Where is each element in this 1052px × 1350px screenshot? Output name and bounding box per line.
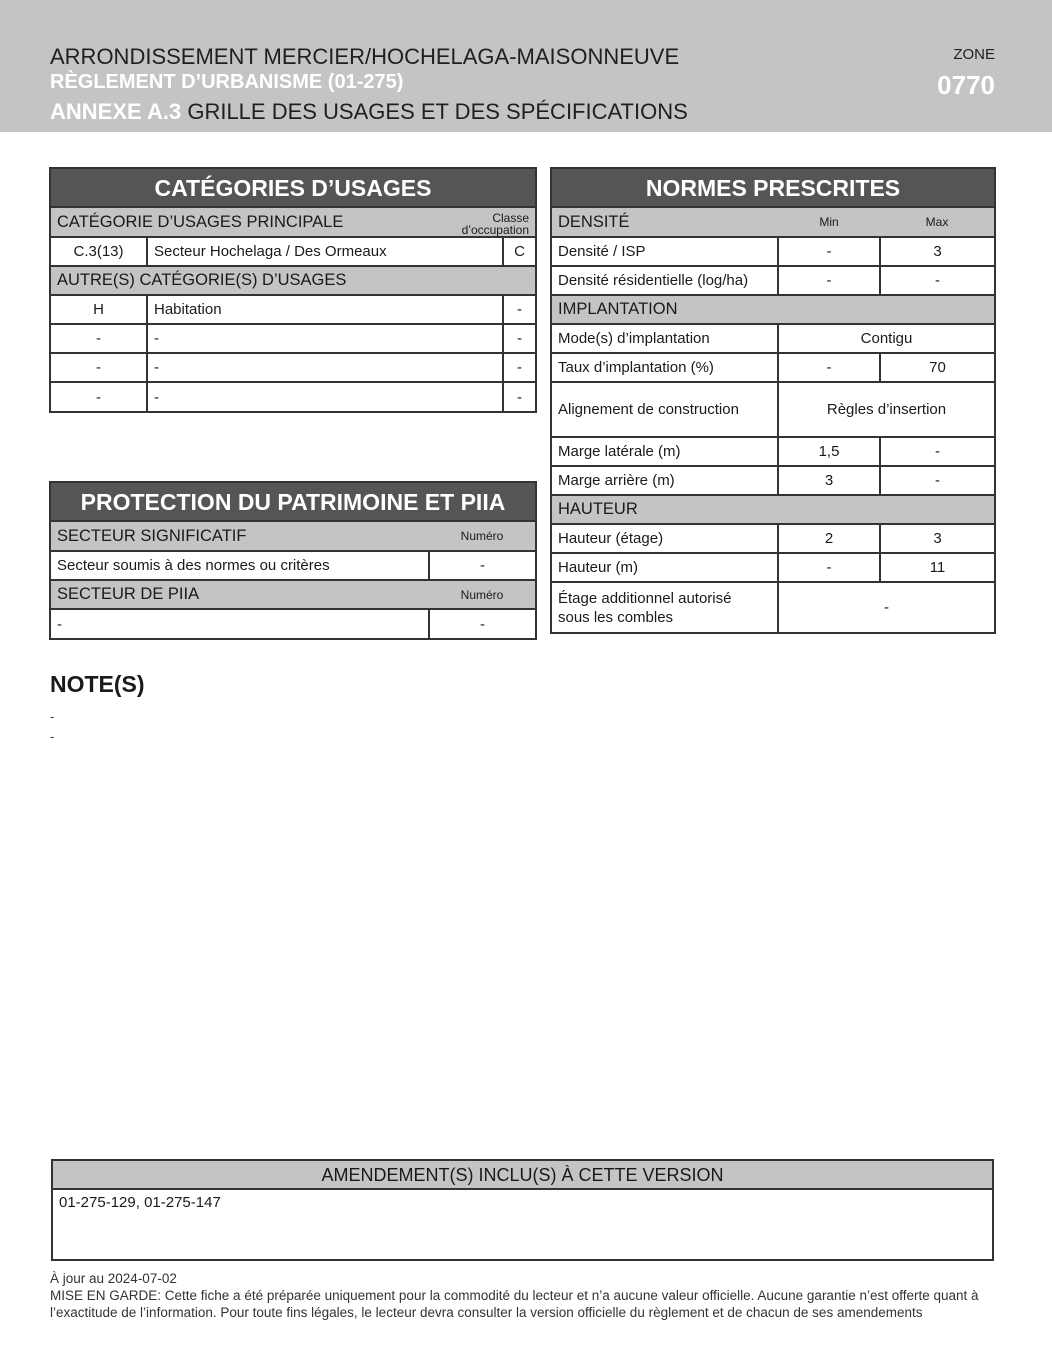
table-row (552, 437, 994, 466)
page-header (0, 0, 1052, 132)
normes-title: NORMES PRESCRITES (552, 169, 994, 208)
hauteur-label: HAUTEUR (552, 495, 994, 524)
autre-code: - (51, 353, 147, 382)
table-row (552, 382, 994, 437)
autres-header-row (51, 266, 535, 295)
norme-label: Hauteur (étage) (552, 524, 778, 553)
page-footer (50, 1270, 1000, 1321)
normes-box (550, 167, 996, 634)
secteur-significatif-label: SECTEUR SIGNIFICATIF (51, 522, 429, 551)
table-row (552, 266, 994, 295)
arrondissement-title: ARRONDISSEMENT MERCIER/HOCHELAGA-MAISONNEUVE (50, 44, 680, 69)
amendements-box (51, 1159, 994, 1261)
norme-max: - (880, 466, 994, 495)
annexe-subtitle: GRILLE DES USAGES ET DES SPÉCIFICATIONS (181, 99, 688, 124)
piia-value: - (51, 609, 429, 638)
piia-numero: - (429, 609, 535, 638)
autre-classe: - (503, 353, 535, 382)
annexe-title (50, 99, 688, 125)
table-row (552, 524, 994, 553)
principale-classe: C (503, 237, 535, 266)
autres-label: AUTRE(S) CATÉGORIE(S) D’USAGES (51, 266, 535, 295)
norme-label (552, 582, 778, 632)
classe-occupation-label: Classe d’occupation (461, 211, 529, 237)
principale-description: Secteur Hochelaga / Des Ormeaux (147, 237, 503, 266)
autre-code: H (51, 295, 147, 324)
table-row (51, 551, 535, 580)
table-row (51, 609, 535, 638)
norme-min: - (778, 353, 880, 382)
secteur-significatif-header (51, 522, 535, 551)
categories-usages-title: CATÉGORIES D’USAGES (51, 169, 535, 208)
patrimoine-box (49, 481, 537, 640)
autre-description: - (147, 382, 503, 411)
norme-max: 11 (880, 553, 994, 582)
norme-label: Alignement de construction (552, 382, 778, 437)
secteur-significatif-numero: - (429, 551, 535, 580)
autre-code: - (51, 324, 147, 353)
table-row (552, 582, 994, 632)
norme-label: Marge latérale (m) (552, 437, 778, 466)
norme-min: 1,5 (778, 437, 880, 466)
min-label: Min (778, 208, 880, 237)
table-row (552, 353, 994, 382)
normes-table (552, 208, 994, 632)
norme-min: 3 (778, 466, 880, 495)
categories-table (51, 208, 535, 411)
table-row (552, 466, 994, 495)
etage-additionnel-line1: Étage additionnel autorisé (558, 589, 732, 607)
patrimoine-title: PROTECTION DU PATRIMOINE ET PIIA (51, 483, 535, 522)
norme-max: 3 (880, 524, 994, 553)
principale-code: C.3(13) (51, 237, 147, 266)
table-row (51, 324, 535, 353)
norme-label: Hauteur (m) (552, 553, 778, 582)
note-item: - (50, 729, 55, 744)
notes-title: NOTE(S) (50, 671, 145, 697)
hauteur-header (552, 495, 994, 524)
norme-min: 2 (778, 524, 880, 553)
norme-value: Contigu (778, 324, 994, 353)
amendements-title: AMENDEMENT(S) INCLU(S) À CETTE VERSION (53, 1161, 992, 1190)
update-date: À jour au 2024-07-02 (50, 1271, 177, 1286)
norme-label: Marge arrière (m) (552, 466, 778, 495)
principale-label: CATÉGORIE D’USAGES PRINCIPALE (51, 208, 503, 237)
norme-min: - (778, 237, 880, 266)
numero-label: Numéro (429, 522, 535, 551)
table-row (552, 553, 994, 582)
amendements-value: 01-275-129, 01-275-147 (59, 1194, 221, 1211)
norme-value: Règles d’insertion (778, 382, 994, 437)
norme-label: Mode(s) d’implantation (552, 324, 778, 353)
implantation-header (552, 295, 994, 324)
norme-max: - (880, 266, 994, 295)
secteur-significatif-value: Secteur soumis à des normes ou critères (51, 551, 429, 580)
norme-label: Densité / ISP (552, 237, 778, 266)
autre-classe: - (503, 324, 535, 353)
reglement-title: RÈGLEMENT D’URBANISME (01-275) (50, 71, 404, 93)
annexe-label: ANNEXE A.3 (50, 99, 182, 124)
etage-additionnel-line2: sous les combles (558, 608, 674, 626)
densite-header (552, 208, 994, 237)
norme-label: Densité résidentielle (log/ha) (552, 266, 778, 295)
max-label: Max (880, 208, 994, 237)
norme-min: - (778, 266, 880, 295)
implantation-label: IMPLANTATION (552, 295, 994, 324)
piia-label: SECTEUR DE PIIA (51, 580, 429, 609)
numero-label: Numéro (429, 580, 535, 609)
autre-description: - (147, 353, 503, 382)
norme-max: 3 (880, 237, 994, 266)
table-row (552, 237, 994, 266)
autre-code: - (51, 382, 147, 411)
autre-classe: - (503, 382, 535, 411)
table-row (51, 353, 535, 382)
principale-row (51, 237, 535, 266)
autre-classe: - (503, 295, 535, 324)
piia-header (51, 580, 535, 609)
zone-number: 0770 (937, 70, 995, 100)
autre-description: - (147, 324, 503, 353)
zone-label: ZONE (953, 46, 995, 63)
table-row (552, 324, 994, 353)
table-row (51, 295, 535, 324)
autre-description: Habitation (147, 295, 503, 324)
norme-min: - (778, 553, 880, 582)
disclaimer: MISE EN GARDE: Cette fiche a été préparée uniquement pour la commodité du lecteur et n’a aucune valeur officielle. Aucune garantie n’est offerte quant à l’exactitude de l’information. Pour toute fins légales, le lecteur devra consulter la version officielle du règlement et de chacun de ses amendements (50, 1288, 979, 1320)
norme-value: - (778, 582, 994, 632)
norme-label: Taux d’implantation (%) (552, 353, 778, 382)
categories-usages-box (49, 167, 537, 413)
norme-max: - (880, 437, 994, 466)
patrimoine-table (51, 522, 535, 638)
note-item: - (50, 709, 55, 724)
table-row (51, 382, 535, 411)
norme-max: 70 (880, 353, 994, 382)
densite-label: DENSITÉ (552, 208, 778, 237)
